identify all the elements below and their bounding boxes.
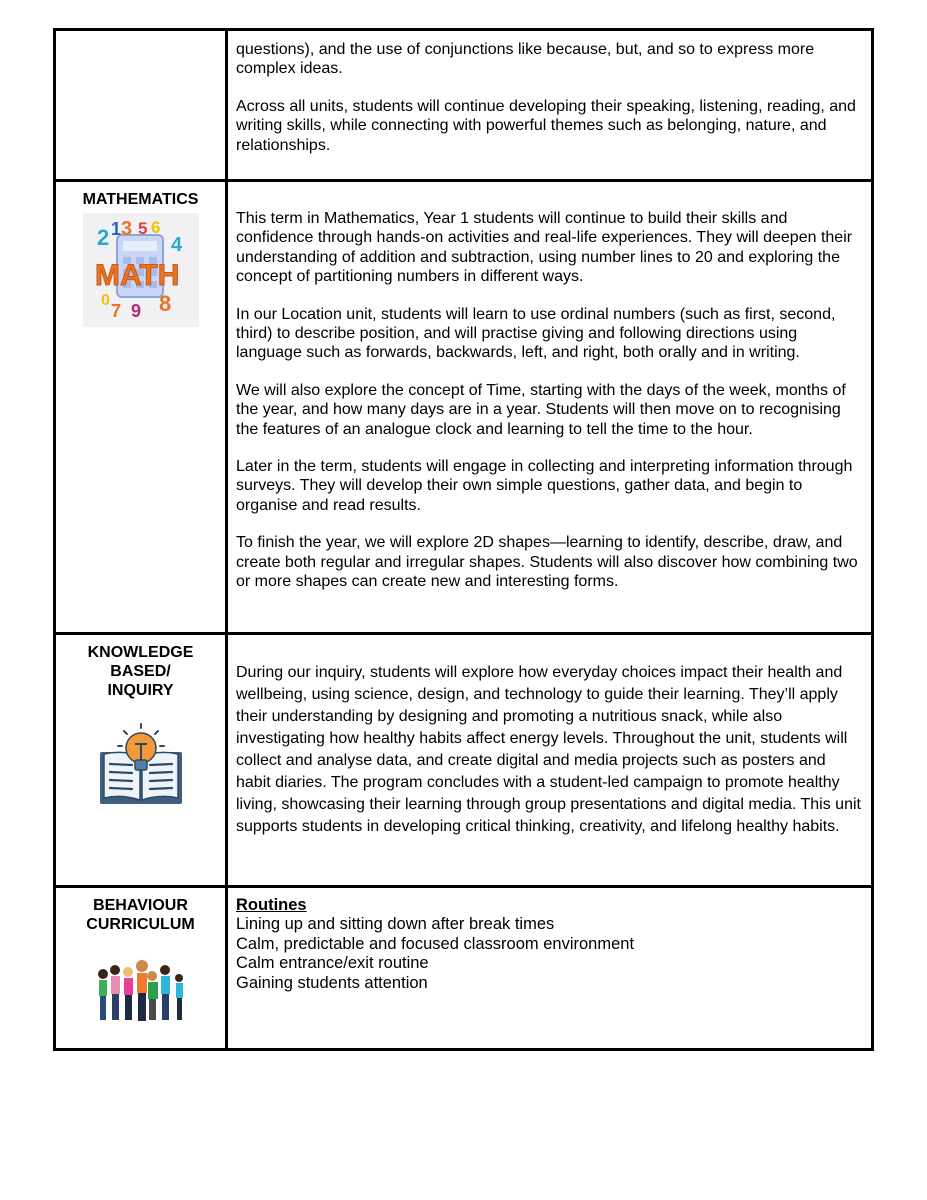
paragraph: Later in the term, students will engage in collecting and interpreting information through surveys. They will develop their own simple questions, gather data, and begin to organise and read results.: [236, 458, 853, 514]
svg-text:6: 6: [150, 218, 160, 237]
list-item: Lining up and sitting down after break times: [236, 915, 555, 934]
mathematics-label-cell: [55, 181, 227, 634]
subject-title: [56, 896, 225, 934]
subject-title: [56, 643, 225, 700]
paragraph: In our Location unit, students will learn to use ordinal numbers (such as first, second, third) to describe position, and will practise giving and following directions using language such as forwards, backwards, left, and right, both orally and in writing.: [236, 305, 836, 362]
svg-text:3: 3: [120, 218, 132, 240]
svg-text:9: 9: [130, 301, 141, 321]
behaviour-label-cell: [55, 887, 227, 1050]
list-item: Calm entrance/exit routine: [236, 954, 429, 973]
svg-text:7: 7: [110, 301, 121, 321]
svg-text:4: 4: [170, 234, 182, 256]
svg-text:1: 1: [110, 219, 121, 239]
math-illustration-icon: [83, 213, 199, 327]
svg-text:5: 5: [137, 219, 147, 238]
label-line: BASED/: [110, 663, 171, 680]
list-item: Calm, predictable and focused classroom environment: [236, 934, 635, 953]
label-line: INQUIRY: [107, 682, 174, 699]
children-line-icon: [91, 954, 191, 1034]
svg-text:0: 0: [100, 292, 110, 309]
mathematics-content: [227, 181, 873, 634]
table-row-continuation: [55, 30, 873, 181]
row-label-empty: [55, 30, 227, 181]
paragraph: questions), and the use of conjunctions like because, but, and so to express more complex ideas.: [236, 41, 815, 78]
list-item: Gaining students attention: [236, 973, 428, 992]
table-row-inquiry: [55, 634, 873, 887]
label-line: KNOWLEDGE: [87, 644, 194, 661]
behaviour-content: [227, 887, 873, 1050]
paragraph: This term in Mathematics, Year 1 students will continue to build their skills and confidence through hands-on activities and real-life experiences. They will deepen their understanding of addition and subtraction, using number lines to 20 and exploring the concept of partitioning numbers in different ways.: [236, 210, 853, 286]
paragraph: During our inquiry, students will explore how everyday choices impact their health and wellbeing, using science, design, and technology to guide their learning. They’ll apply their understanding by designing and promoting a nutritious snack, while also investigating how healthy habits affect energy levels. Throughout the unit, students will collect and analyse data, and create digital and media projects such as posters and habit diaries. The program concludes with a student-led campaign to promote healthy living, showcasing their learning through group presentations and digital media. This unit supports students in developing critical thinking, creativity, and lifelong healthy habits.: [236, 664, 861, 835]
inquiry-label-cell: [55, 634, 227, 887]
paragraph: Across all units, students will continue developing their speaking, listening, reading, and writing skills, while connecting with powerful themes such as belonging, nature, and relationships.: [236, 97, 856, 154]
routines-heading: Routines: [236, 896, 307, 914]
table-row-mathematics: [55, 181, 873, 634]
svg-text:8: 8: [158, 291, 171, 316]
label-line: BEHAVIOUR: [93, 897, 188, 914]
lightbulb-book-icon: [98, 722, 184, 808]
svg-text:MATH: MATH: [94, 259, 179, 292]
svg-text:2: 2: [96, 225, 109, 250]
paragraph: To finish the year, we will explore 2D shapes—learning to identify, describe, draw, and create both regular and irregular shapes. Students will also discover how combining two or more shapes can create new and interesting forms.: [236, 534, 858, 591]
label-line: CURRICULUM: [86, 916, 195, 933]
paragraph: We will also explore the concept of Time, starting with the days of the week, months of the year, and how many days are in a year. Students will then move on to recognising the features of an analogue clock and learning to tell the time to the hour.: [236, 381, 846, 438]
literacy-continuation-content: [227, 30, 873, 181]
curriculum-table: [53, 28, 874, 1051]
table-row-behaviour: [55, 887, 873, 1050]
inquiry-content: [227, 634, 873, 887]
subject-title: MATHEMATICS: [82, 191, 199, 208]
